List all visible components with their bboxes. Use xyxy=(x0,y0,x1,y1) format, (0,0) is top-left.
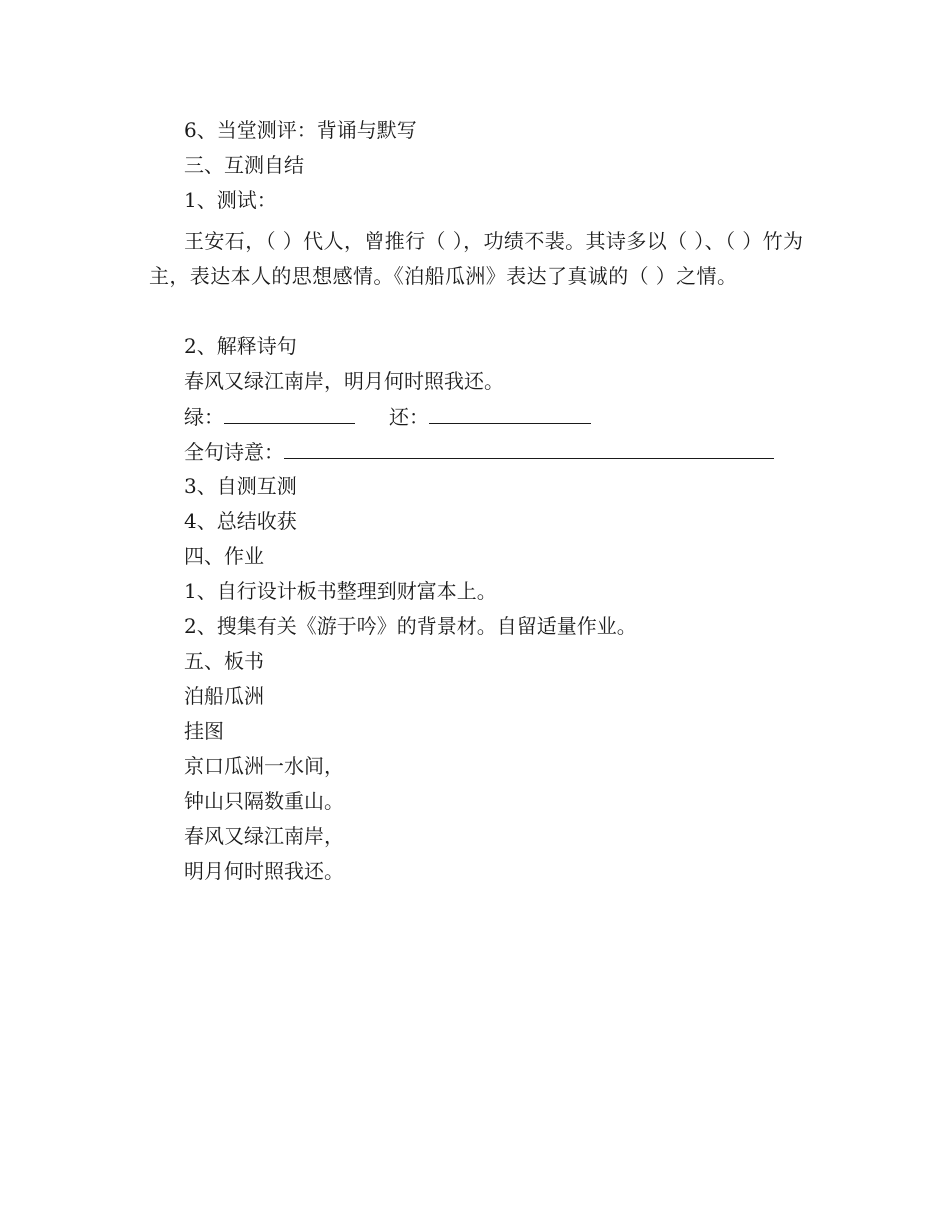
section-4-heading: 四、作业 xyxy=(184,544,264,568)
item-self-test: 3、自测互测 xyxy=(184,474,297,498)
item-explain-lines: 2、解释诗句 xyxy=(184,334,297,358)
board-picture-note: 挂图 xyxy=(184,719,224,743)
hv-answer-blank[interactable] xyxy=(429,404,591,424)
fill-in-text: 王安石，（ ）代人，曾推行（ ），功绩不裴。其诗多以（ ）、（ ）竹为主，表达本人的思想感情。《泊船瓜洲》表达了真诚的（ ）之情。 xyxy=(149,229,804,288)
fill-in-paragraph xyxy=(149,224,813,294)
item-in-class-test: 6、当堂测评：背诵与默写 xyxy=(184,118,417,142)
poem-line-3: 春风又绿江南岸， xyxy=(184,824,344,848)
lv-answer-blank[interactable] xyxy=(224,404,355,424)
board-title: 泊船瓜洲 xyxy=(184,684,264,708)
full-meaning-blank[interactable] xyxy=(284,439,774,459)
full-meaning-label: 全句诗意： xyxy=(184,440,284,464)
poem-couplet: 春风又绿江南岸，明月何时照我还。 xyxy=(184,369,504,393)
hv-label: 还： xyxy=(389,405,429,429)
item-test: 1、测试： xyxy=(184,188,277,212)
item-summary: 4、总结收获 xyxy=(184,509,297,533)
section-3-heading: 三、互测自结 xyxy=(184,153,304,177)
poem-line-1: 京口瓜洲一水间， xyxy=(184,754,344,778)
homework-item-1: 1、自行设计板书整理到财富本上。 xyxy=(184,579,497,603)
lv-label: 绿： xyxy=(184,405,224,429)
section-5-heading: 五、板书 xyxy=(184,649,264,673)
poem-line-4: 明月何时照我还。 xyxy=(184,859,344,883)
full-meaning-row xyxy=(184,439,774,464)
homework-item-2: 2、搜集有关《游于吟》的背景材。自留适量作业。 xyxy=(184,614,637,638)
word-explain-row xyxy=(184,404,591,429)
poem-line-2: 钟山只隔数重山。 xyxy=(184,789,344,813)
